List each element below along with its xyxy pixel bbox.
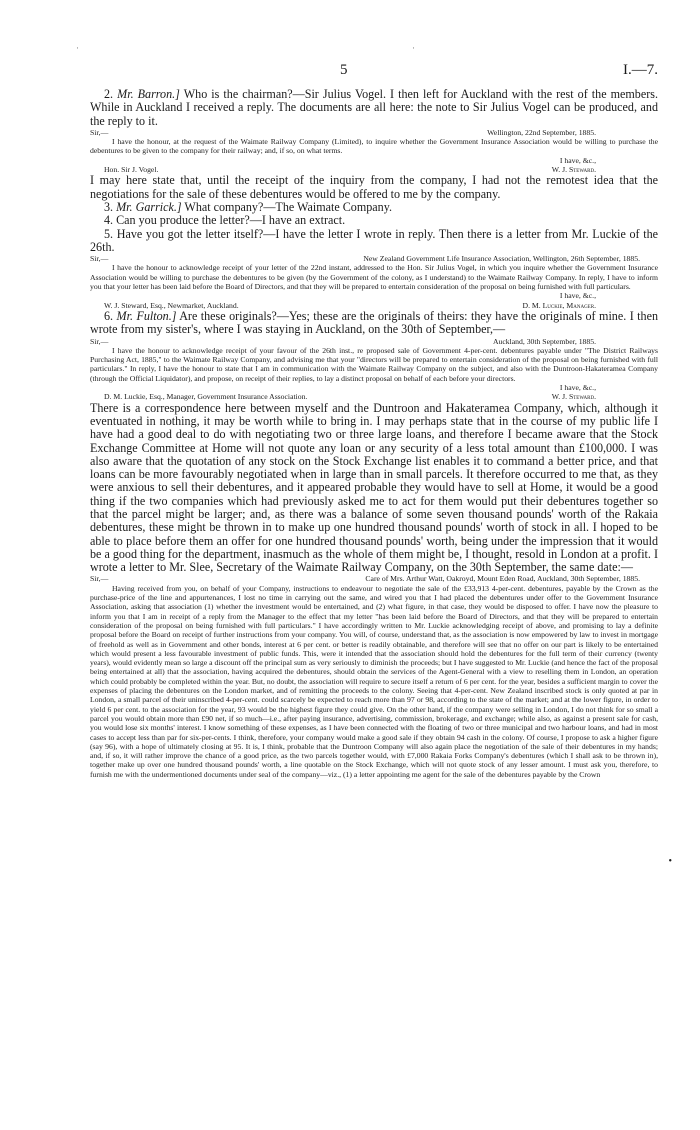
letter-body: Having received from you, on behalf of your Company, instructions to endeavour to negotiate the sale of the £33,913 4-per-cent. debentures, payable by the Crown as the purchase-price of the line and appurtenances, I lost no time in carrying out the same, and wired you that I had placed the debentures under offer to the Government Insurance Association, asking that association (1) whether the investment would be entertained, and (2) what figure, in that case, they would be disposed to offer. I have now the pleasure to inform you that I am in receipt of a reply from the Manager to the effect that my letter "has been laid before the Board of Directors, and that they will be prepared to entertain consideration of the proposal on being furnished with full particulars." I have accordingly written to Mr. Luckie acknowledging receipt of above, and promising to lay a definite proposal before the Board on receipt of further instructions from your company. You will, of course, understand that, as the association is now empowered by law to invest in mortgage of freehold as well as in Government and other bonds, interest at 6 per cent. or better is readily obtainable, and therefore will see that no offer on our part is likely to be entertained which would present a less favourable investment of public funds. This, were it intended that the association should hold the debentures for the full term of their currency (twenty years), would evidently mean so large a discount off the principal sum as very seriously to diminish the proceeds; but I have suggested to Mr. Luckie (and hence the fact of the proposal being entertained at all) that the association, having acquired the debentures, should obtain the services of the Agent-General with a view to reselling them in London, an operation which could probably be completed within the year. But, no doubt, the association will require to secure itself a return of 6 per cent. for the year, besides a sufficient margin to cover the expenses of placing the debentures on the London market, and of remitting the proceeds to the colony. Seeing that 4-per-cent. New Zealand inscribed stock is only quoted at par in London, a small parcel of their uninscribed 4-per-cent. could scarcely be expected to reach more than 97 or 98, according to the state of the market; and at the lower figure, in order to yield 6 per cent. to the association for the year, 93 would be the highest figure they could give. On the other hand, if the company were selling in London, I do not think for so small a parcel you would obtain more than £90 net, if so much—i.e., after paying insurance, advertising, commission, brokerage, and exchange; while also, as against a present sale for cash, you would lose six months' interest. I know something of these expenses, as I have been connected with the floating of two or three municipal and two harbour loans, and had in most cases to accept less than par for six-per-cents. I think, therefore, your company would make a good sale if they obtain 94 cash in the colony. Of course, I propose to ask a higher figure (say 96), with a hope of ultimately closing at 95. It is, I think, probable that the Duntroon Company will also again place the negotiation of the sale of their debentures in my hands; and, if so, it will rather improve the chance of a good price, as the two parcels together would, with £7,000 Rakaia Forks Company's debentures (which I shall ask to be thrown in), together make up over one hundred thousand pounds' worth, a line quotable on the Stock Exchange, which will not quote stock of any lesser amount. I must ask you, therefore, to furnish me with the undermentioned documents under seal of the company—viz., (1) a letter appointing me agent for the sale of the debentures payable by the Crown — [90, 583, 658, 779]
margin-mark: • — [668, 856, 672, 867]
letter-luckie — [90, 254, 658, 310]
dateline: Care of Mrs. Arthur Watt, Oakroyd, Mount Eden Road, Auckland, 30th September, 1885. — [365, 574, 640, 584]
paragraph-5: 5. Have you got the letter itself?—I have the letter I wrote in reply. Then there is a letter from Mr. Luckie of the 26th. — [90, 226, 658, 254]
closing: I have, &c., — [559, 383, 596, 393]
signature: W. J. Steward. — [551, 165, 596, 175]
margin-speck: · — [76, 43, 79, 53]
addressee: D. M. Luckie, Esq., Manager, Government Insurance Association. — [104, 392, 308, 402]
signature: D. M. Luckie, Manager. — [522, 300, 596, 310]
document-page — [90, 62, 658, 779]
salutation: Sir,— — [90, 336, 109, 346]
dateline: Wellington, 22nd September, 1885. — [487, 127, 596, 137]
paragraph-3: 3. Mr. Garrick.] What company?—The Waimate Company. — [104, 199, 393, 214]
letter-vogel — [90, 128, 658, 174]
paragraph-6: 6. Mr. Fulton.] Are these originals?—Yes; these are the originals of theirs: they have the originals of mine. I then wrote from my sister's, where I was staying in Auckland, on the 30th of September,— — [90, 308, 658, 337]
salutation: Sir,— — [90, 127, 109, 137]
closing: I have, &c., — [559, 291, 596, 301]
paragraph-2: 2. Mr. Barron.] Who is the chairman?—Sir Julius Vogel. I then left for Auckland with the rest of the members. While in Auckland I received a reply. The documents are all here: the note to Sir Julius Vogel can be produced, and the reply to it. — [90, 87, 658, 128]
margin-speck: · — [412, 43, 415, 53]
letter-body: I have the honour to acknowledge receipt of your letter of the 22nd instant, addressed to the Hon. Sir Julius Vogel, in which you inquire whether the Government Insurance Association would be willing to purchase the debentures to be given (by the Government of the colony, as I understand) to the Waimate Railway Company. In reply, I have to inform you that your letter has been laid before the Board of Directors, and that they will be prepared to entertain consideration of the proposal on being furnished with full particulars. — [90, 263, 658, 292]
signature: W. J. Steward. — [551, 392, 596, 402]
paragraph-correspondence: There is a correspondence here between myself and the Duntroon and Hakateramea Company, which, although it eventuated in nothing, it may be worth while to bring in. I may perhaps state that in the course of my public life I have had a good deal to do with negotiating two or three large loans, and therefore I became aware that the Stock Exchange Committee at Home will not quote any loan or any security of a less total amount than £100,000. I was also aware that the quotation of any stock on the Stock Exchange list enables it to command a better price, and that loans can be more favourably negotiated when in large than in small parcels. It therefore occurred to me that, as they were anxious to sell their debentures, and it appeared probable they would have to sell at Home, it would be a good thing if the two companies which had previously asked me to act for them would put their debentures together so that the parcel might be larger; and, as there was a balance of some seven thousand pounds' worth of the Rakaia debentures, these might be thrown in to make up one hundred thousand pounds' worth of stock in all. I hoped to be able to place before them an offer for one hundred thousand pounds' worth, being under the impression that it would be a good thing for the department, inasmuch as the whole of them might be, I thought, resold in London at a profit. I wrote a letter to Mr. Slee, Secretary of the Waimate Railway Company, on the 30th September, the same date:— — [90, 400, 658, 575]
dateline: Auckland, 30th September, 1885. — [492, 336, 596, 346]
paragraph-4: 4. Can you produce the letter?—I have an extract. — [104, 213, 346, 228]
addressee: Hon. Sir J. Vogel. — [104, 165, 159, 175]
dateline: New Zealand Government Life Insurance Association, Wellington, 26th September, 1885. — [363, 254, 640, 264]
closing: I have, &c., — [559, 155, 596, 165]
paragraph-remark: I may here state that, until the receipt of the inquiry from the company, I had not the remotest idea that the negotiations for the sale of these debentures would be offered to me by the company. — [90, 173, 658, 201]
letter-steward-reply — [90, 337, 658, 402]
addressee: W. J. Steward, Esq., Newmarket, Auckland. — [104, 300, 239, 310]
salutation: Sir,— — [90, 574, 109, 584]
letter-body: I have the honour, at the request of the Waimate Railway Company (Limited), to inquire whether the Government Insurance Association would be willing to purchase the debentures to be given to the company for their railway; and, if so, on what terms. — [90, 137, 658, 156]
letter-slee — [90, 574, 658, 779]
document-reference: I.—7. — [623, 62, 658, 78]
salutation: Sir,— — [90, 254, 109, 264]
page-number: 5 — [340, 62, 348, 78]
letter-body: I have the honour to acknowledge receipt of your favour of the 26th inst., re proposed sale of Government 4-per-cent. debentures payable under "The District Railways Purchasing Act, 1885," to the Waimate Railway Company, and advising me that your "directors will be prepared to entertain consideration of the proposal on being furnished with full particulars." In reply, I have the honour to state that I am in communication with the Waimate Railway Company on the subject, and also with the Duntroon-Hakateramea Company (through the Official Liquidator), and propose, on receipt of their replies, to lay a distinct proposal on behalf of each before your directors. — [90, 345, 658, 383]
page-header — [90, 62, 658, 88]
